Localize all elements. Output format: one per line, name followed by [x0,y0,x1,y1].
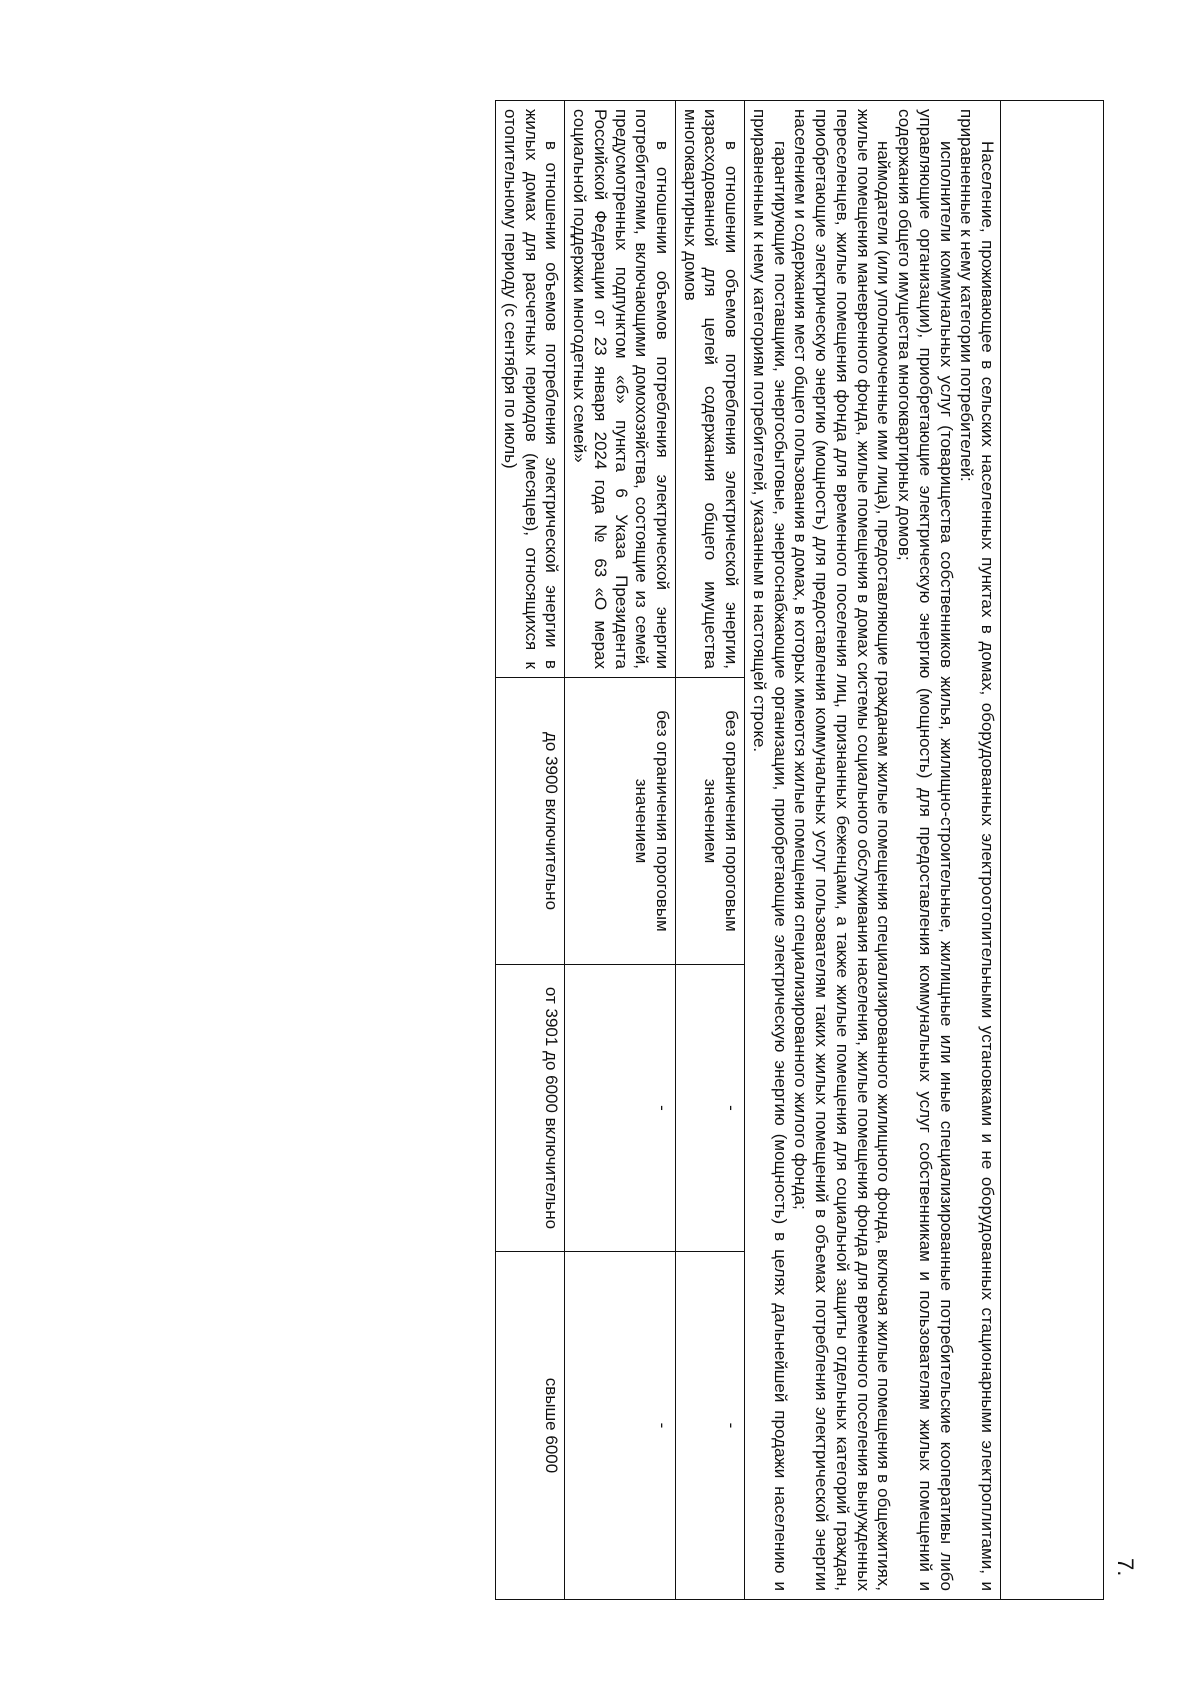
intro-paragraph: исполнители коммунальных услуг (товарищества собственников жилья, жилищно-строительные, жилищные или иные специализированные потребительские кооперативы либо управляющие организации), приобретающие электрическую энергию (мощность) для предоставления коммунальных услуг собственникам и пользователям жилых помещений и содержания общего имущества многоквартирных домов; [895,109,956,1591]
threshold-cell: без ограничения пороговым значением [565,678,676,965]
intro-paragraph: Население, проживающее в сельских населенных пунктах в домах, оборудованных электроотопительными установками и не оборудованных стационарными электроплитами, и приравненные к нему категории потребителей: [957,109,997,1591]
tariff-table [495,100,1104,1600]
table-row [745,101,1001,1600]
table-row [565,101,676,1600]
rotated-document [110,60,1140,1630]
threshold-cell: свыше 6000 [496,1252,565,1600]
threshold-cell: от 3901 до 6000 включительно [496,965,565,1252]
row-description: в отношении объемов потребления электрической энергии в жилых домах для расчетных периодов (месяцев), относящихся к отопительному периоду (с сентября по июль) [496,101,565,678]
threshold-cell: до 3900 включительно [496,678,565,965]
intro-cell [745,101,1001,1600]
table-row [675,101,744,1600]
row-description: в отношении объемов потребления электрической энергии, израсходованной для целей содержания общего имущества многоквартирных домов [675,101,744,678]
table-row [1001,101,1104,1600]
page-number: 7. [1113,1558,1138,1577]
intro-paragraph: наймодатели (или уполномоченные ими лица), предоставляющие гражданам жилые помещения специализированного жилищного фонда, включая жилые помещения в общежитиях, жилые помещения маневренного фонда, жилые помещения в домах системы социального обслуживания населения, жилые помещения фонда для временного поселения вынужденных переселенцев, жилые помещения фонда для временного поселения лиц, признанных беженцами, а также жилые помещения для социальной защиты отдельных категорий граждан, приобретающие электрическую энергию (мощность) для предоставления коммунальных услуг пользователям таких жилых помещений в объемах потребления электрической энергии населением и содержания мест общего пользования в домах, в которых имеются жилые помещения специализированного жилого фонда; [791,109,894,1591]
threshold-cell: - [675,1252,744,1600]
empty-header-cell [1001,101,1104,1600]
row-description: в отношении объемов потребления электрической энергии потребителями, включающими домохозяйства, состоящие из семей, предусмотренных подпунктом «б» пункта 6 Указа Президента Российской Федерации от 23 января 2024 года № 63 «О мерах социальной поддержки многодетных семей» [565,101,676,678]
threshold-cell: - [565,1252,676,1600]
threshold-cell: - [675,965,744,1252]
table-row [496,101,565,1600]
threshold-cell: - [565,965,676,1252]
threshold-cell: без ограничения пороговым значением [675,678,744,965]
intro-paragraph: гарантирующие поставщики, энергосбытовые, энергоснабжающие организации, приобретающие электрическую энергию (мощность) в целях дальнейшей продажи населению и приравненным к нему категориям потребителей, указанным в настоящей строке. [749,109,790,1591]
